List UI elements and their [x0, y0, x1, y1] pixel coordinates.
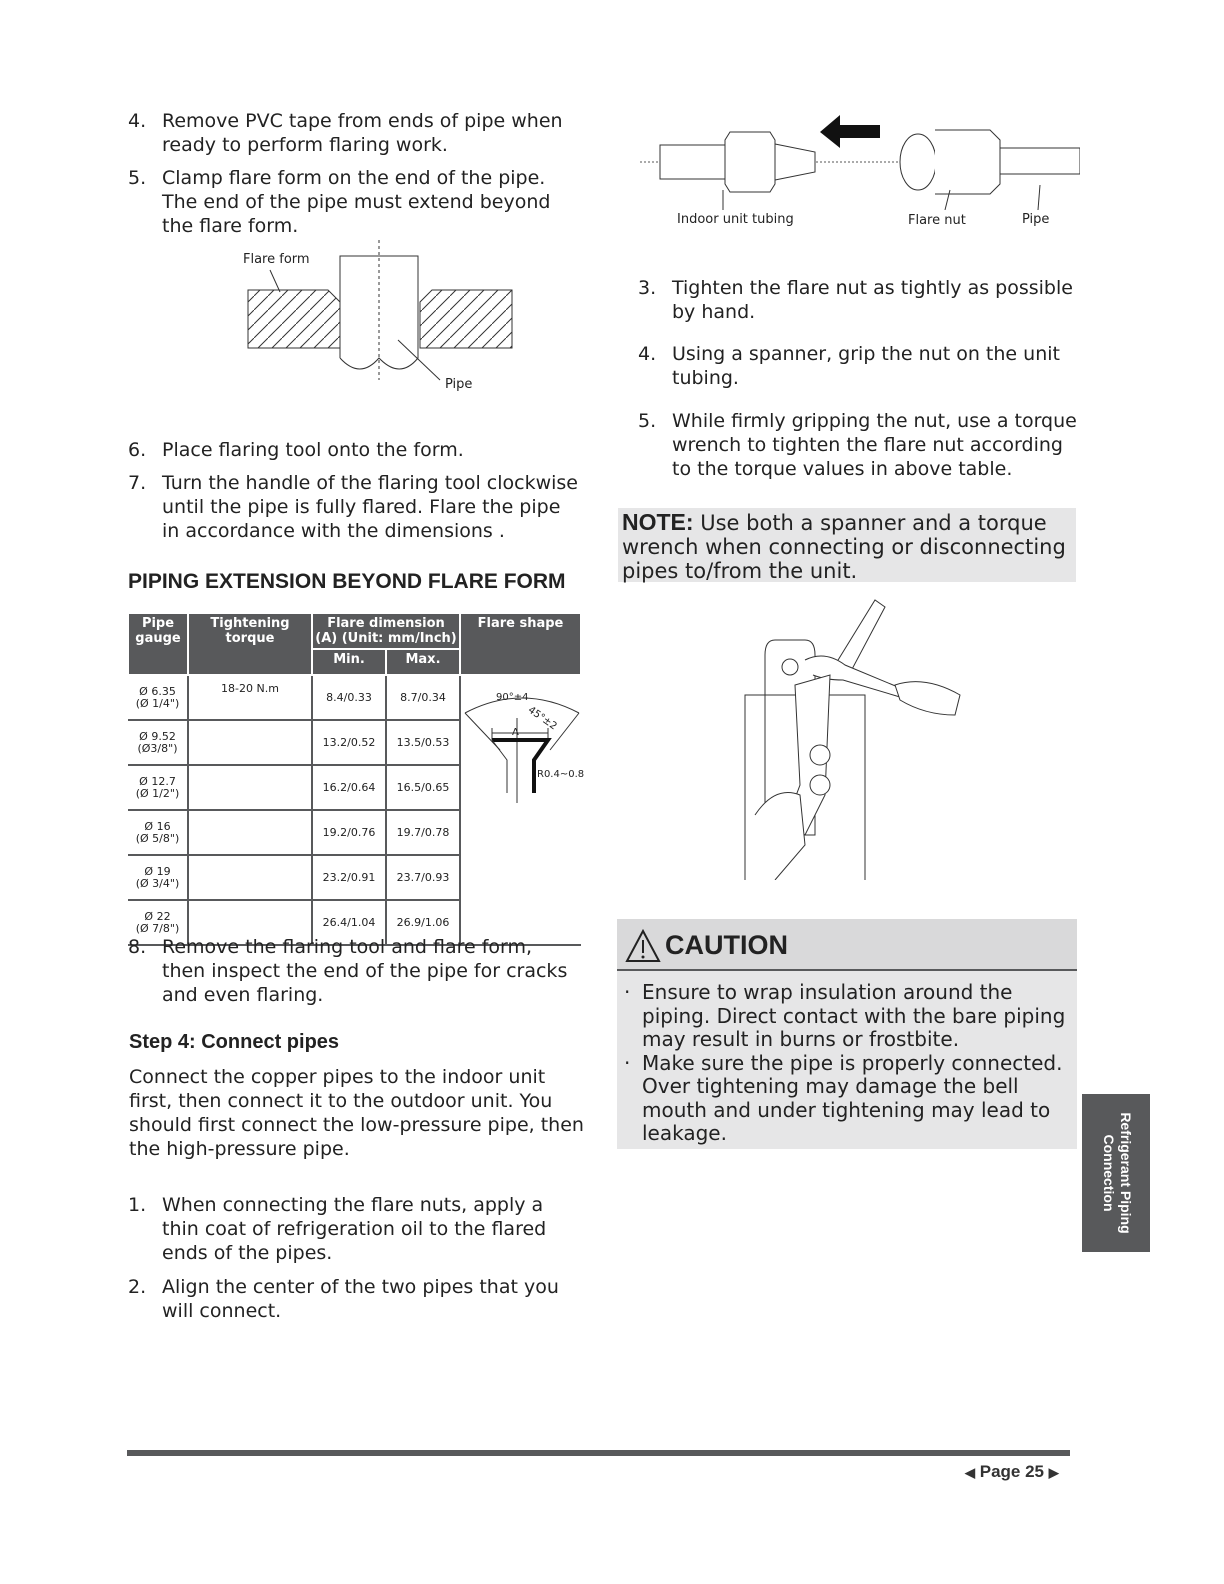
step-text: Turn the handle of the flaring tool clockwise until the pipe is fully flared. Flare the pipe in accordance with the dimensions .: [162, 472, 578, 542]
page-nav: [965, 1462, 1059, 1482]
flare-form-label: Flare form: [243, 252, 310, 267]
step-number: 8.: [128, 936, 147, 958]
prev-page-icon[interactable]: ◀: [965, 1465, 975, 1480]
caution-text: Make sure the pipe is properly connected. Over tightening may damage the bell mouth and under tightening may lead to leakage.: [642, 1050, 1063, 1145]
step-5b: [638, 409, 1078, 481]
torque-cell: 18-20 N.m: [188, 675, 312, 720]
max-cell: 13.5/0.53: [386, 720, 460, 765]
flare-nut-label: Flare nut: [908, 213, 966, 228]
warning-triangle-icon: [625, 929, 661, 963]
gauge-mm: Ø 9.52: [139, 729, 176, 743]
min-cell: 8.4/0.33: [312, 675, 386, 720]
step-text: Place flaring tool onto the form.: [162, 439, 464, 461]
angle-label: 90°±4: [496, 692, 529, 703]
step-text: Remove the flaring tool and flare form, then inspect the end of the pipe for cracks and even flaring.: [162, 936, 568, 1006]
table-title: PIPING EXTENSION BEYOND FLARE FORM: [128, 570, 566, 593]
footer-rule: [127, 1450, 1070, 1456]
pipe-connection-diagram: [640, 110, 1080, 210]
step-1: [128, 1193, 578, 1265]
step-4: [128, 109, 578, 157]
gauge-mm: Ø 16: [144, 819, 171, 833]
max-cell: 8.7/0.34: [386, 675, 460, 720]
half-angle-label: 45°±2: [525, 704, 559, 733]
step-number: 6.: [128, 439, 147, 461]
section-title: Step 4: Connect pipes: [129, 1031, 340, 1053]
step-text: When connecting the flare nuts, apply a thin coat of refrigeration oil to the flared ends of the pipes.: [162, 1194, 547, 1264]
step-7: [128, 471, 578, 543]
header-min: Min.: [312, 649, 386, 675]
step-number: 3.: [638, 277, 657, 299]
section-body: Connect the copper pipes to the indoor unit first, then connect it to the outdoor unit. You should first connect the low-pressure pipe, then the high-pressure pipe.: [129, 1066, 584, 1160]
gauge-cell: [128, 810, 188, 855]
step-number: 7.: [128, 472, 147, 494]
gauge-inch: (Ø 1/4"): [135, 696, 180, 710]
note-label: NOTE:: [622, 509, 694, 535]
step-2: [128, 1275, 578, 1323]
caution-text: Ensure to wrap insulation around the piping. Direct contact with the bare piping may result in burns or frostbite.: [642, 980, 1066, 1051]
step-number: 4.: [128, 110, 147, 132]
min-cell: 23.2/0.91: [312, 855, 386, 900]
step-text: While firmly gripping the nut, use a torque wrench to tighten the flare nut according to the torque values in above table.: [672, 410, 1077, 480]
note-text: Use both a spanner and a torque wrench when connecting or disconnecting pipes to/from the unit.: [622, 511, 1066, 583]
torque-cell: [188, 765, 312, 810]
max-cell: 26.9/1.06: [386, 900, 460, 945]
torque-cell: [188, 855, 312, 900]
max-cell: 19.7/0.78: [386, 810, 460, 855]
step-5: [128, 166, 578, 238]
gauge-inch: (Ø 7/8"): [135, 921, 180, 935]
gauge-inch: (Ø 5/8"): [135, 831, 180, 845]
gauge-cell: [128, 720, 188, 765]
gauge-inch: (Ø 3/4"): [135, 876, 180, 890]
caution-box: [617, 919, 1077, 1149]
gauge-mm: Ø 12.7: [139, 774, 176, 788]
step-number: 2.: [128, 1276, 147, 1298]
gauge-inch: (Ø3/8"): [137, 741, 178, 755]
step-number: 5.: [638, 410, 657, 432]
header-flare-shape: Flare shape: [460, 613, 581, 675]
radius-label: R0.4~0.8: [537, 769, 585, 780]
side-tab-line1: Refrigerant Piping: [1118, 1112, 1134, 1234]
wrench-illustration: [735, 595, 965, 880]
torque-cell: [188, 720, 312, 765]
caution-item: [624, 980, 1077, 1052]
max-cell: 23.7/0.93: [386, 855, 460, 900]
step-number: 5.: [128, 167, 147, 189]
gauge-cell: [128, 855, 188, 900]
step-text: Remove PVC tape from ends of pipe when ready to perform flaring work.: [162, 110, 563, 156]
bullet: ·: [624, 1050, 631, 1075]
step-number: 4.: [638, 343, 657, 365]
header-max: Max.: [386, 649, 460, 675]
step-number: 1.: [128, 1194, 147, 1216]
gauge-mm: Ø 19: [144, 864, 171, 878]
torque-cell: [188, 810, 312, 855]
gauge-cell: [128, 675, 188, 720]
step-3: [638, 276, 1078, 324]
header-flare-dimension: Flare dimension (A) (Unit: mm/Inch): [312, 613, 460, 649]
gauge-mm: Ø 22: [144, 909, 171, 923]
next-page-icon[interactable]: ▶: [1048, 1465, 1059, 1480]
indoor-tubing-label: Indoor unit tubing: [677, 212, 794, 227]
step-text: Align the center of the two pipes that you will connect.: [162, 1276, 559, 1322]
step-4b: [638, 342, 1078, 390]
step-text: Tighten the flare nut as tightly as possible by hand.: [672, 277, 1073, 323]
step-8: [128, 935, 578, 1007]
caution-list: [617, 981, 1077, 1146]
note-box: [618, 508, 1076, 582]
section-side-tab[interactable]: [1082, 1094, 1150, 1252]
step-text: Clamp flare form on the end of the pipe. The end of the pipe must extend beyond the flare form.: [162, 167, 551, 237]
header-torque: Tightening torque: [188, 613, 312, 675]
bullet: ·: [624, 980, 631, 1004]
page-number: Page 25: [979, 1462, 1044, 1481]
min-cell: 19.2/0.76: [312, 810, 386, 855]
max-cell: 16.5/0.65: [386, 765, 460, 810]
step-6: [128, 438, 578, 462]
gauge-inch: (Ø 1/2"): [135, 786, 180, 800]
gauge-mm: Ø 6.35: [139, 684, 176, 698]
step-text: Using a spanner, grip the nut on the unit tubing.: [672, 343, 1060, 389]
min-cell: 16.2/0.64: [312, 765, 386, 810]
flare-shape-diagram: [462, 688, 587, 813]
header-gauge: Pipe gauge: [128, 613, 188, 675]
gauge-cell: [128, 765, 188, 810]
caution-item: [624, 1050, 1077, 1146]
dimension-a-label: A: [512, 727, 519, 738]
min-cell: 26.4/1.04: [312, 900, 386, 945]
caution-title: CAUTION: [665, 930, 788, 960]
pipe-label: Pipe: [445, 377, 473, 392]
min-cell: 13.2/0.52: [312, 720, 386, 765]
side-tab-line2: Connection: [1101, 1134, 1117, 1212]
pipe-label-2: Pipe: [1022, 212, 1050, 227]
